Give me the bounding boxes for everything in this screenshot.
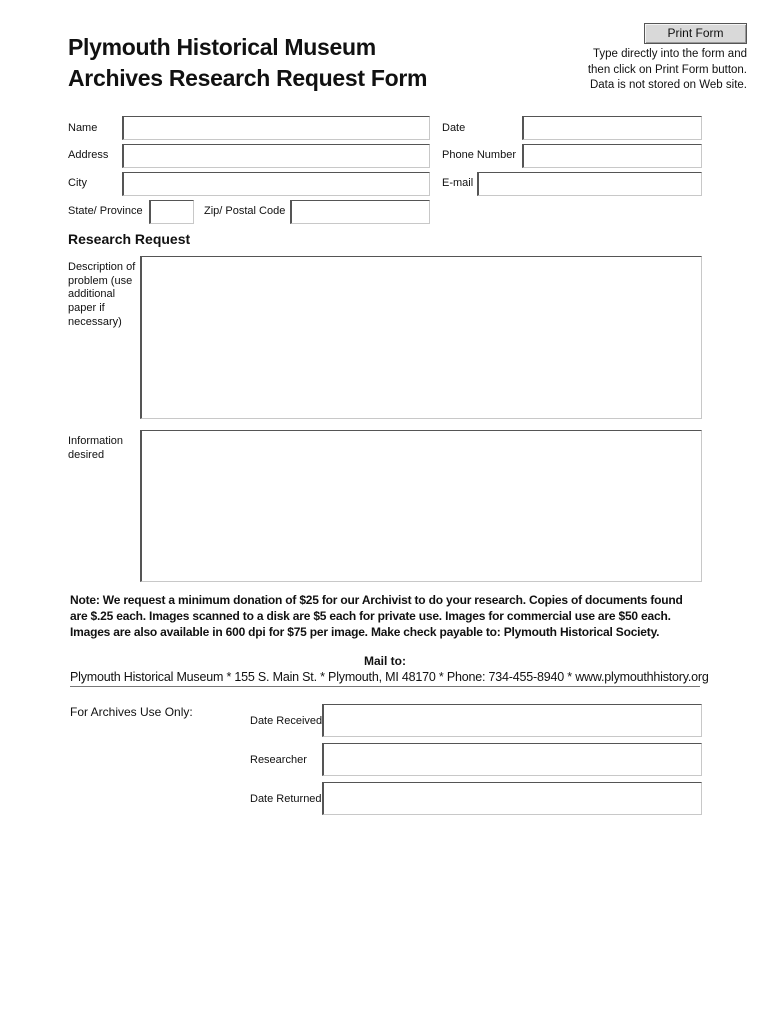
title-line-1: Plymouth Historical Museum [68, 34, 376, 60]
information-label-line: Information [68, 435, 124, 447]
mailing-address: Plymouth Historical Museum * 155 S. Main St. * Plymouth, MI 48170 * Phone: 734-455-8940 * www.plymouthhistory.org [70, 670, 700, 687]
date-field[interactable] [522, 116, 702, 140]
state-field[interactable] [149, 200, 194, 224]
archives-use-label: For Archives Use Only: [70, 705, 193, 719]
information-label-line: desired [68, 448, 105, 461]
date-label: Date [442, 122, 466, 134]
description-label-line: Description of [68, 261, 136, 273]
donation-note-line: are $.25 each. Images scanned to a disk are $5 each for private use. Images for commercial use are $50 each. [70, 608, 671, 623]
instructions-note [548, 47, 747, 94]
donation-note [70, 593, 710, 640]
city-label: City [68, 177, 87, 189]
address-field[interactable] [122, 144, 430, 168]
address-label: Address [68, 149, 109, 161]
mail-to-heading: Mail to: [364, 654, 406, 668]
description-label-line: problem (use [68, 274, 133, 287]
page-title [68, 32, 427, 94]
date-returned-field[interactable] [322, 782, 702, 815]
name-label: Name [68, 122, 98, 134]
name-field[interactable] [122, 116, 430, 140]
description-label-line: paper if [68, 302, 105, 315]
zip-field[interactable] [290, 200, 430, 224]
title-line-2: Archives Research Request Form [68, 65, 428, 91]
donation-note-line: Images are also available in 600 dpi for $75 per image. Make check payable to: Plymouth Historical Society. [70, 624, 660, 639]
zip-label: Zip/ Postal Code [204, 205, 286, 217]
date-returned-label: Date Returned [250, 793, 322, 805]
city-field[interactable] [122, 172, 430, 196]
phone-label: Phone Number [442, 149, 516, 161]
description-label-line: necessary) [68, 315, 122, 328]
description-textarea[interactable] [140, 256, 702, 419]
researcher-label: Researcher [250, 754, 307, 766]
phone-field[interactable] [522, 144, 702, 168]
researcher-field[interactable] [322, 743, 702, 776]
date-received-label: Date Received [250, 715, 323, 727]
information-label [68, 435, 123, 462]
instructions-line-1: Type directly into the form and [592, 48, 747, 60]
description-label [68, 261, 135, 330]
state-label: State/ Province [68, 205, 143, 217]
research-request-heading: Research Request [68, 231, 191, 247]
print-form-button[interactable]: Print Form [644, 23, 747, 44]
description-label-line: additional [68, 288, 116, 301]
email-label: E-mail [442, 177, 474, 189]
instructions-line-3: Data is not stored on Web site. [589, 79, 747, 91]
information-textarea[interactable] [140, 430, 702, 582]
donation-note-line: Note: We request a minimum donation of $25 for our Archivist to do your research. Copies of documents found [70, 593, 683, 607]
email-field[interactable] [477, 172, 702, 196]
date-received-field[interactable] [322, 704, 702, 737]
instructions-line-2: then click on Print Form button. [587, 63, 747, 76]
